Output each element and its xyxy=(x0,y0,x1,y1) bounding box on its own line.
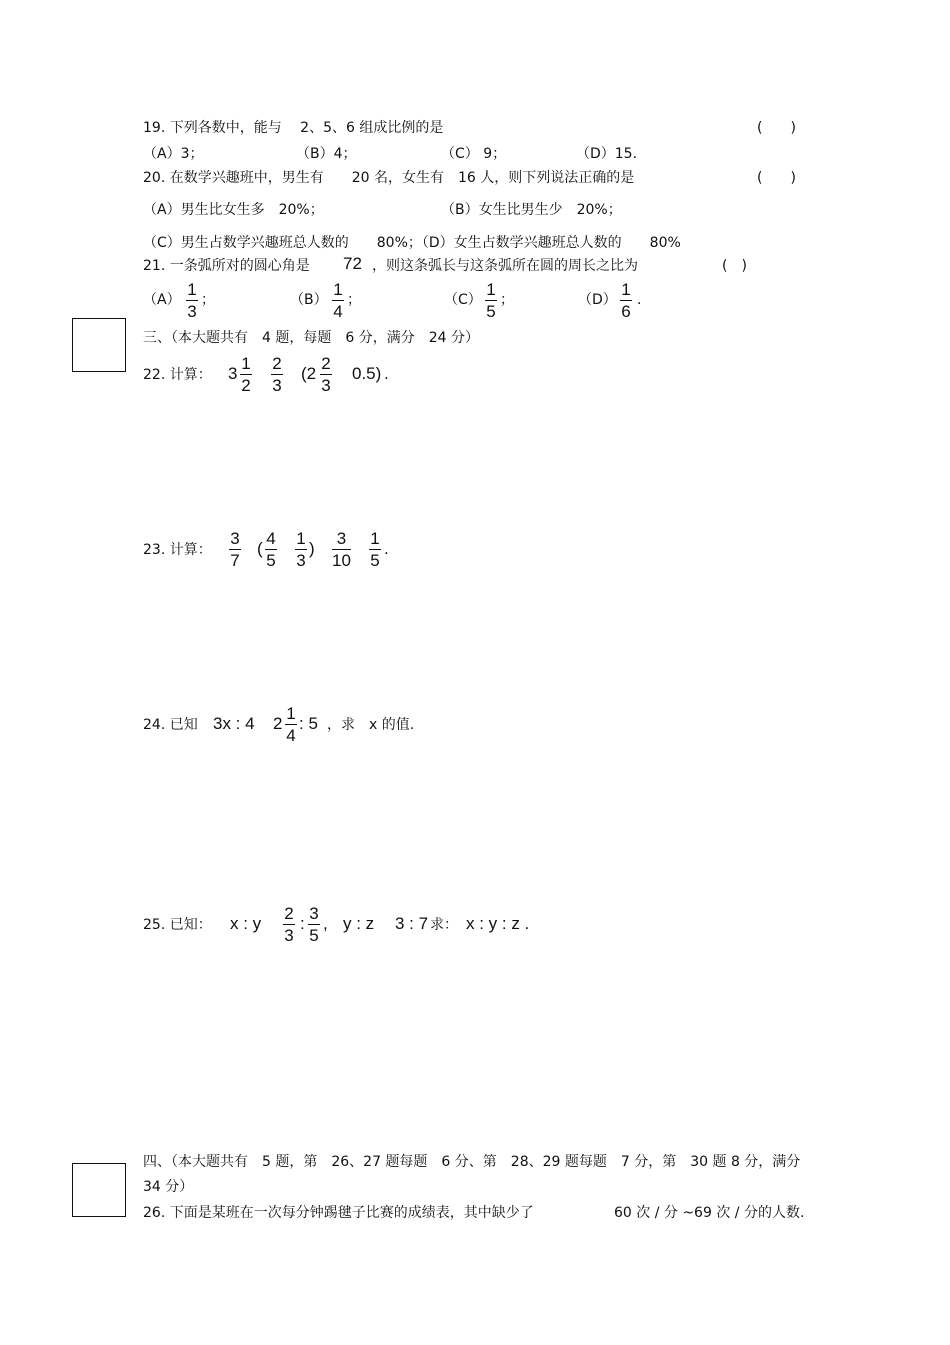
q21-option-b-fraction: 1 4 xyxy=(333,280,343,321)
score-box-section-3[interactable] xyxy=(72,318,126,372)
q23-end: . xyxy=(384,539,389,558)
q21-stem-end: ，则这条弧长与这条弧所在圆的周长之比为 xyxy=(372,258,638,274)
q22-tail: 0.5) xyxy=(352,364,382,383)
q23-fraction-5: 1 5 xyxy=(370,529,380,570)
q21-option-b-end: ； xyxy=(347,292,361,308)
q21-option-a-fraction: 1 3 xyxy=(187,280,197,321)
q21-angle: 72 xyxy=(343,254,362,273)
q21-option-a-end: ； xyxy=(201,292,215,308)
q22-open-paren: (2 xyxy=(301,364,317,383)
q21-stem-start: 21. 一条弧所对的圆心角是 xyxy=(143,258,310,274)
q24-question-tail: ，求 x 的值. xyxy=(327,717,415,733)
q25-colon: : xyxy=(300,914,305,933)
q19-answer-paren: ( ) xyxy=(757,120,796,136)
q22-fraction-3: 2 3 xyxy=(321,354,331,395)
q20-stem: 20. 在数学兴趣班中，男生有 20 名，女生有 16 人，则下列说法正确的是 xyxy=(143,170,635,186)
q21-option-a-label: （A） xyxy=(143,292,181,308)
q25-y-z: y : z xyxy=(343,914,375,933)
q24-fraction: 1 4 xyxy=(286,704,296,745)
q21-option-c-label: （C） xyxy=(444,292,482,308)
q22-end: . xyxy=(384,364,389,383)
q21-option-d-fraction: 1 6 xyxy=(621,280,631,321)
q21-answer-paren: ( ) xyxy=(722,258,747,274)
q25-x-y-z: x : y : z . xyxy=(466,914,530,933)
q19-option-d: （D）15． xyxy=(576,146,647,162)
q26-range: 60 次 / 分 ~69 次 / 分的人数. xyxy=(614,1205,805,1221)
q25-x-y: x : y xyxy=(230,914,262,933)
q19-option-b: （B）4； xyxy=(296,146,357,162)
q24-left-ratio: 3x : 4 xyxy=(213,714,255,733)
q23-fraction-1: 3 7 xyxy=(230,529,240,570)
q24-label: 24. 已知 xyxy=(143,717,198,733)
q19-option-a: （A）3； xyxy=(143,146,204,162)
q21-option-b-label: （B） xyxy=(290,292,328,308)
score-box-section-4[interactable] xyxy=(72,1163,126,1217)
q24-right-ratio: : 5 xyxy=(299,714,318,733)
q21-option-c-fraction: 1 5 xyxy=(486,280,496,321)
q23-fraction-2: 4 5 xyxy=(266,529,276,570)
q21-option-c-end: ； xyxy=(500,292,514,308)
q20-answer-paren: ( ) xyxy=(757,170,796,186)
q23-open-paren: ( xyxy=(257,539,263,558)
q26-stem: 26. 下面是某班在一次每分钟踢毽子比赛的成绩表，其中缺少了 xyxy=(143,1205,534,1221)
q19-option-c: （C） 9； xyxy=(441,146,507,162)
q22-whole-number: 3 xyxy=(228,364,238,383)
q20-option-a: （A）男生比女生多 20%； xyxy=(143,202,324,218)
q23-close-paren: ) xyxy=(309,539,315,558)
section-4-heading-line-1: 四、（本大题共有 5 题，第 26、27 题每题 6 分、第 28、29 题每题 7 分，第 30 题 8 分，满分 xyxy=(143,1154,801,1170)
q25-label: 25. 已知： xyxy=(143,917,212,933)
q20-option-cd: （C）男生占数学兴趣班总人数的 80%；（D）女生占数学兴趣班总人数的 80% xyxy=(143,235,681,251)
q22-fraction-1: 1 2 xyxy=(241,354,251,395)
q19-stem: 19. 下列各数中，能与 2、5、6 组成比例的是 xyxy=(143,120,444,136)
q23-label: 23. 计算： xyxy=(143,542,212,558)
q25-ask: 求： xyxy=(430,917,458,933)
q21-option-d-label: （D） xyxy=(578,292,617,308)
q25-ratio: 3 : 7 xyxy=(395,914,429,933)
q24-whole-number: 2 xyxy=(273,714,283,733)
q20-option-b: （B）女生比男生少 20%； xyxy=(441,202,622,218)
q22-label: 22. 计算： xyxy=(143,367,212,383)
q23-fraction-3: 1 3 xyxy=(296,529,306,570)
q25-comma: , xyxy=(323,914,328,933)
q23-fraction-4: 3 10 xyxy=(332,529,351,570)
section-4-heading-line-2: 34 分） xyxy=(143,1179,194,1195)
q25-fraction-1: 2 3 xyxy=(284,904,294,945)
q22-fraction-2: 2 3 xyxy=(272,354,282,395)
q21-option-d-end: . xyxy=(637,292,642,308)
q25-fraction-2: 3 5 xyxy=(309,904,319,945)
section-3-heading: 三、（本大题共有 4 题，每题 6 分，满分 24 分） xyxy=(143,330,479,346)
